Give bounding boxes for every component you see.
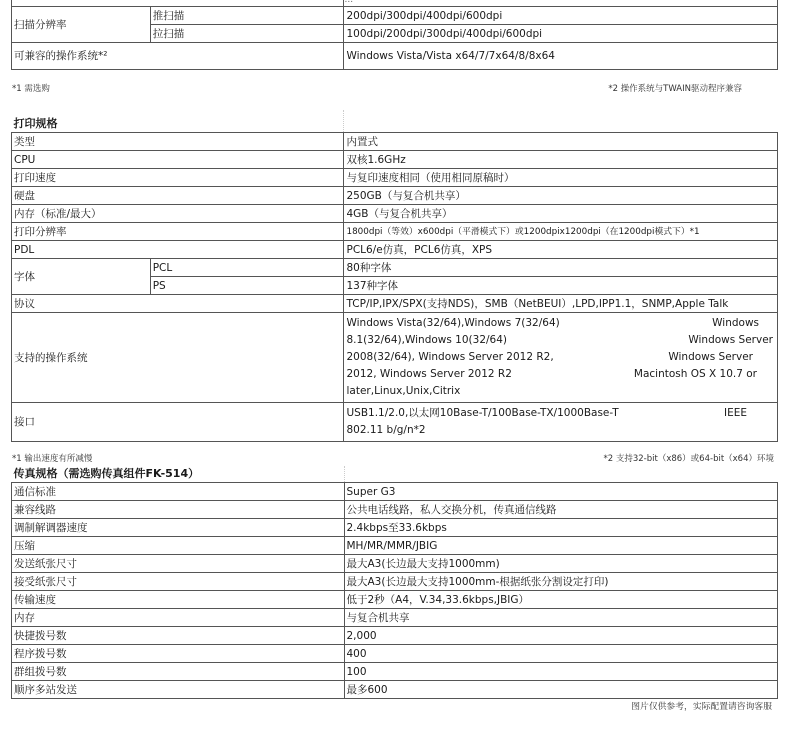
font-pcl-value: 80种字体: [344, 259, 778, 277]
table-row: [12, 205, 778, 223]
table-row: [12, 259, 778, 277]
row-label: 打印速度: [12, 169, 344, 187]
row-label: 兼容线路: [12, 501, 345, 519]
row-value: MH/MR/MMR/JBIG: [344, 537, 778, 555]
table-row: [12, 555, 778, 573]
table-row: [12, 187, 778, 205]
table-row: [12, 681, 778, 699]
row-value: 与复印速度相同（使用相同原稿时）: [344, 169, 778, 187]
interface-line-left: USB1.1/2.0,以太网10Base-T/100Base-TX/1000Base-T: [346, 407, 619, 419]
scan-os-value: Windows Vista/Vista x64/7/7x64/8/8x64: [344, 43, 778, 70]
row-value: Super G3: [344, 483, 778, 501]
table-row: [12, 313, 778, 403]
fax-title: 传真规格（需选购传真组件FK-514）: [12, 466, 345, 483]
row-label: 程序拨号数: [12, 645, 345, 663]
row-value: 250GB（与复合机共享）: [344, 187, 778, 205]
table-row: [12, 627, 778, 645]
interface-line: [346, 422, 773, 439]
print-table: [11, 110, 778, 442]
row-label: 调制解调器速度: [12, 519, 345, 537]
row-label: 发送纸张尺寸: [12, 555, 345, 573]
print-os-label: 支持的操作系统: [12, 313, 344, 403]
font-pcl-label: PCL: [150, 259, 344, 277]
table-row: [12, 645, 778, 663]
os-line: [346, 366, 773, 383]
table-row: [12, 169, 778, 187]
print-os-value: [344, 313, 778, 403]
print-notes: [11, 442, 778, 466]
os-line-left: 2012, Windows Server 2012 R2: [346, 368, 512, 380]
row-value: 最大A3(长边最大支持1000mm-根据纸张分割设定打印): [344, 573, 778, 591]
os-line-right: Windows: [712, 317, 759, 329]
os-line-left: 8.1(32/64),Windows 10(32/64): [346, 334, 507, 346]
row-label: 顺序多站发送: [12, 681, 345, 699]
table-row: [12, 43, 778, 70]
row-value: 内置式: [344, 133, 778, 151]
print-note-left: *1 输出速度有所减慢: [12, 454, 93, 464]
print-header-row: [12, 110, 778, 133]
row-label: 打印分辨率: [12, 223, 344, 241]
interface-value: [344, 403, 778, 442]
row-label: 硬盘: [12, 187, 344, 205]
row-label: 类型: [12, 133, 344, 151]
row-label: 内存: [12, 609, 345, 627]
print-note-right: *2 支持32-bit（x86）或64-bit（x64）环境: [603, 454, 774, 464]
row-value: PCL6/e仿真，PCL6仿真，XPS: [344, 241, 778, 259]
row-value: 1800dpi（等效）x600dpi（平滑模式下）或1200dpix1200dpi（在1200dpi模式下）*1: [344, 223, 778, 241]
scan-table: [11, 0, 778, 70]
protocol-label: 协议: [12, 295, 344, 313]
table-row: [12, 295, 778, 313]
row-value: 2.4kbps至33.6kbps: [344, 519, 778, 537]
interface-line: [346, 405, 773, 422]
table-row: [12, 403, 778, 442]
pull-scan-label: 拉扫描: [150, 25, 344, 43]
fax-header-row: [12, 466, 778, 483]
os-line: [346, 332, 773, 349]
spec-sheet: [11, 0, 778, 699]
font-ps-label: PS: [150, 277, 344, 295]
row-label: 接受纸张尺寸: [12, 573, 345, 591]
table-row: [12, 133, 778, 151]
table-row: [12, 483, 778, 501]
row-value: 2,000: [344, 627, 778, 645]
row-label: 群组拨号数: [12, 663, 345, 681]
scan-notes: [11, 70, 778, 110]
table-row: [12, 519, 778, 537]
interface-label: 接口: [12, 403, 344, 442]
protocol-value: TCP/IP,IPX/SPX(支持NDS)，SMB（NetBEUI）,LPD,IPP1.1，SNMP,Apple Talk: [344, 295, 778, 313]
table-row: [12, 537, 778, 555]
os-line-right: Macintosh OS X 10.7 or: [633, 368, 757, 380]
interface-line-right: IEEE: [724, 407, 747, 419]
row-value: 与复合机共享: [344, 609, 778, 627]
scan-note-left: *1 需选购: [12, 84, 50, 94]
row-value: 最多600: [344, 681, 778, 699]
cut-text: ...: [344, 0, 778, 7]
row-label: 传输速度: [12, 591, 345, 609]
row-label: 内存（标准/最大）: [12, 205, 344, 223]
scan-os-label: 可兼容的操作系统*²: [12, 43, 344, 70]
row-value: 最大A3(长边最大支持1000mm): [344, 555, 778, 573]
table-row: [12, 223, 778, 241]
row-value: 公共电话线路，私人交换分机，传真通信线路: [344, 501, 778, 519]
row-value: 双核1.6GHz: [344, 151, 778, 169]
row-label: PDL: [12, 241, 344, 259]
os-line-right: Windows Server: [688, 334, 773, 346]
fax-table: [11, 466, 778, 699]
row-value: 4GB（与复合机共享）: [344, 205, 778, 223]
row-label: 压缩: [12, 537, 345, 555]
push-scan-label: 推扫描: [150, 7, 344, 25]
font-ps-value: 137种字体: [344, 277, 778, 295]
table-row: [12, 591, 778, 609]
scan-resolution-label: 扫描分辨率: [12, 7, 151, 43]
footer-disclaimer: 图片仅供参考，实际配置请咨询客服: [631, 702, 772, 712]
table-row: [12, 573, 778, 591]
os-line-left: later,Linux,Unix,Citrix: [346, 385, 461, 397]
table-row: [12, 241, 778, 259]
table-row: [12, 663, 778, 681]
row-value: 400: [344, 645, 778, 663]
row-value: 低于2秒（A4，V.34,33.6kbps,JBIG）: [344, 591, 778, 609]
os-line-left: Windows Vista(32/64),Windows 7(32/64): [346, 317, 560, 329]
os-line-left: 2008(32/64), Windows Server 2012 R2,: [346, 351, 554, 363]
os-line: [346, 383, 773, 400]
row-label: 通信标准: [12, 483, 345, 501]
row-label: 快捷拨号数: [12, 627, 345, 645]
font-label: 字体: [12, 259, 151, 295]
table-row: [12, 609, 778, 627]
print-title: 打印规格: [12, 110, 344, 133]
scan-note-right: *2 操作系统与TWAIN驱动程序兼容: [608, 84, 742, 94]
os-line-right: Windows Server: [668, 351, 753, 363]
push-scan-value: 200dpi/300dpi/400dpi/600dpi: [344, 7, 778, 25]
table-row: [12, 501, 778, 519]
os-line: [346, 349, 773, 366]
interface-line-left: 802.11 b/g/n*2: [346, 424, 426, 436]
table-row: [12, 7, 778, 25]
os-line: [346, 315, 773, 332]
row-label: CPU: [12, 151, 344, 169]
pull-scan-value: 100dpi/200dpi/300dpi/400dpi/600dpi: [344, 25, 778, 43]
table-row: [12, 151, 778, 169]
row-value: 100: [344, 663, 778, 681]
